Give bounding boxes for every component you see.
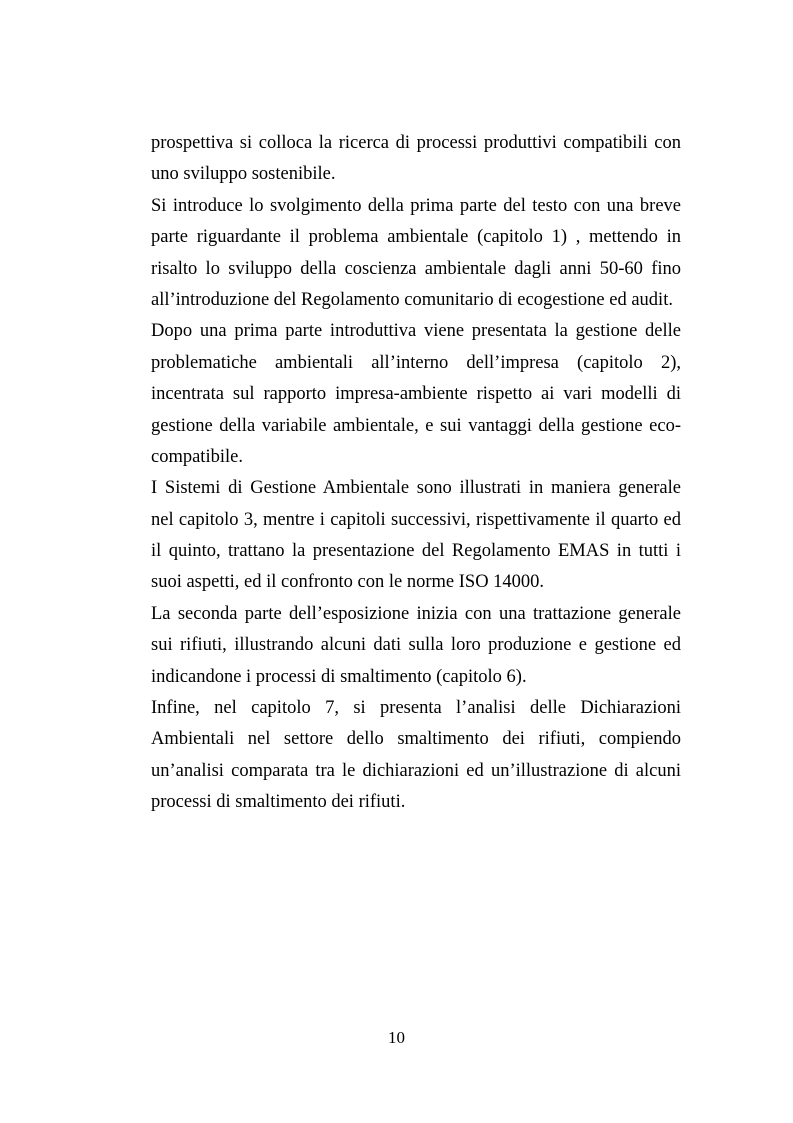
text-line: compatibile.: [151, 446, 243, 467]
text-line: Dopo una prima parte introduttiva viene presentata la gestione delle: [151, 321, 681, 342]
text-line: parte riguardante il problema ambientale (capitolo 1) , mettendo in: [151, 227, 681, 248]
text-line: all’introduzione del Regolamento comunitario di ecogestione ed audit.: [151, 289, 673, 310]
text-line: Ambientali nel settore dello smaltimento dei rifiuti, compiendo: [151, 729, 681, 750]
text-line: nel capitolo 3, mentre i capitoli successivi, rispettivamente il quarto ed: [151, 509, 681, 530]
text-line: gestione della variabile ambientale, e sui vantaggi della gestione eco-: [151, 415, 681, 436]
body-text: [151, 128, 681, 819]
text-line: suoi aspetti, ed il confronto con le norme ISO 14000.: [151, 572, 545, 593]
text-line: Si introduce lo svolgimento della prima parte del testo con una breve: [151, 195, 681, 216]
text-line: I Sistemi di Gestione Ambientale sono illustrati in maniera generale: [151, 478, 681, 499]
text-line: un’analisi comparata tra le dichiarazioni ed un’illustrazione di alcuni: [151, 760, 681, 781]
text-line: Infine, nel capitolo 7, si presenta l’analisi delle Dichiarazioni: [151, 698, 681, 719]
text-line: prospettiva si colloca la ricerca di processi produttivi compatibili con: [151, 133, 681, 153]
text-line: problematiche ambientali all’interno dell’impresa (capitolo 2),: [151, 352, 681, 373]
text-line: indicandone i processi di smaltimento (capitolo 6).: [151, 666, 527, 687]
text-line: processi di smaltimento dei rifiuti.: [151, 792, 406, 813]
text-line: sui rifiuti, illustrando alcuni dati sulla loro produzione e gestione ed: [151, 635, 681, 656]
text-line: incentrata sul rapporto impresa-ambiente rispetto ai vari modelli di: [151, 384, 681, 405]
text-line: il quinto, trattano la presentazione del Regolamento EMAS in tutti i: [151, 541, 681, 562]
page-number: 10: [388, 1028, 405, 1047]
text-line: La seconda parte dell’esposizione inizia con una trattazione generale: [151, 603, 681, 624]
text-line: risalto lo sviluppo della coscienza ambientale dagli anni 50-60 fino: [151, 258, 681, 279]
text-line: uno sviluppo sostenibile.: [151, 164, 336, 185]
